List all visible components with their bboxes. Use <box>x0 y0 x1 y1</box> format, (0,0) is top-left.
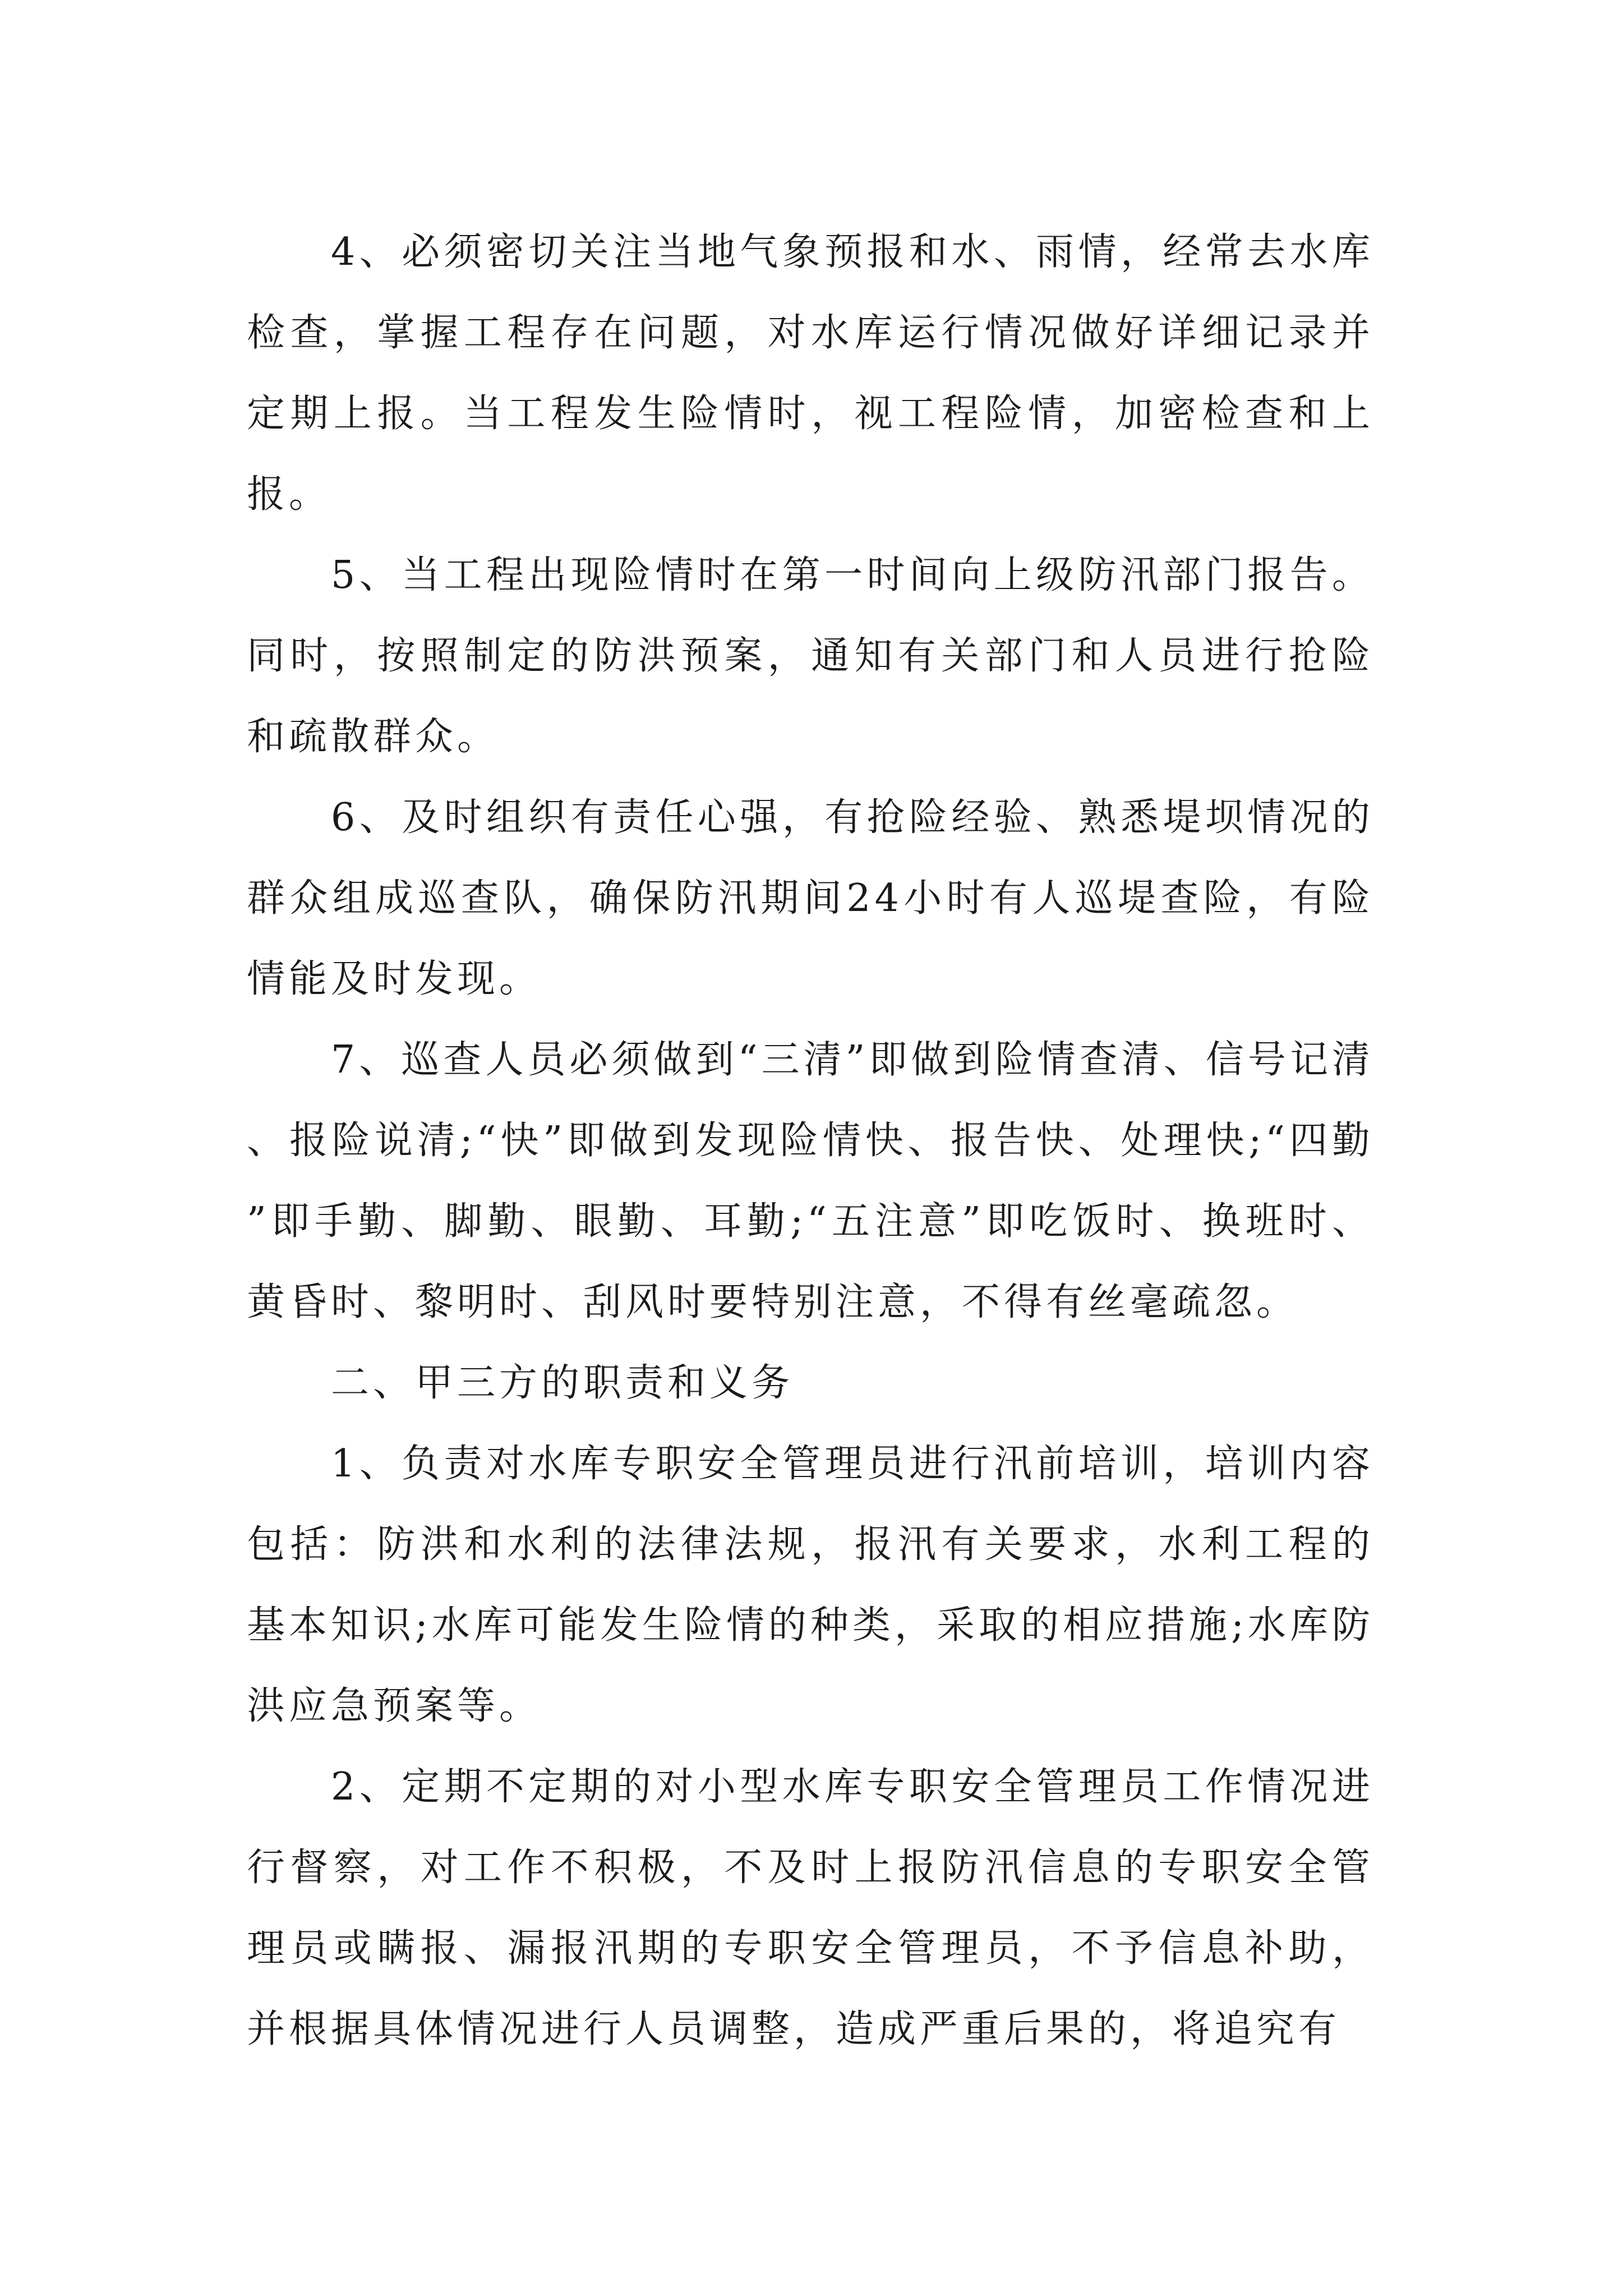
paragraph-item-6: 6、及时组织有责任心强，有抢险经验、熟悉堤坝情况的群众组成巡查队，确保防汛期间24小时有人巡堤查险，有险情能及时发现。 <box>247 795 1374 1001</box>
paragraph-item-4: 4、必须密切关注当地气象预报和水、雨情，经常去水库检查，掌握工程存在问题，对水库运行情况做好详细记录并定期上报。当工程发生险情时，视工程险情，加密检查和上报。 <box>247 230 1374 517</box>
paragraph-item-5: 5、当工程出现险情时在第一时间向上级防汛部门报告。同时，按照制定的防洪预案，通知有关部门和人员进行抢险和疏散群众。 <box>247 553 1374 759</box>
section-paragraph-1: 1、负责对水库专职安全管理员进行汛前培训，培训内容包括：防洪和水利的法律法规，报汛有关要求，水利工程的基本知识;水库可能发生险情的种类，采取的相应措施;水库防洪应急预案等。 <box>247 1442 1374 1728</box>
document-body <box>247 212 1374 2070</box>
section-paragraph-2: 2、定期不定期的对小型水库专职安全管理员工作情况进行督察，对工作不积极，不及时上报防汛信息的专职安全管理员或瞒报、漏报汛期的专职安全管理员，不予信息补助，并根据具体情况进行人员调整，造成严重后果的，将追究有 <box>247 1765 1374 2051</box>
paragraph-item-7: 7、巡查人员必须做到“三清”即做到险情查清、信号记清、报险说清;“快”即做到发现险情快、报告快、处理快;“四勤”即手勤、脚勤、眼勤、耳勤;“五注意”即吃饭时、换班时、黄昏时、黎明时、刮风时要特别注意，不得有丝毫疏忽。 <box>247 1038 1374 1324</box>
section-heading: 二、甲三方的职责和义务 <box>331 1361 794 1405</box>
